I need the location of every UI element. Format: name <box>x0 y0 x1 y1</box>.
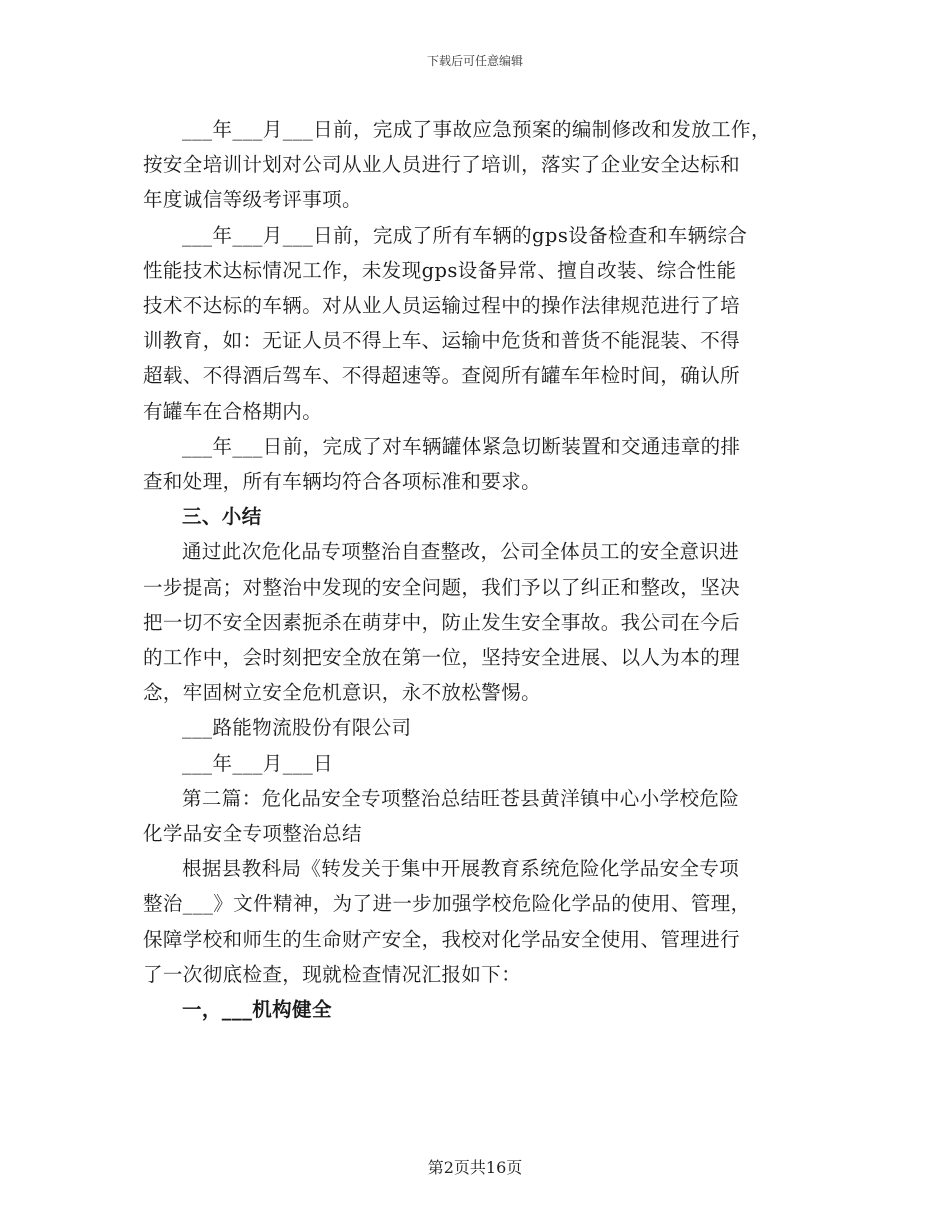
text-line: 的工作中，会时刻把安全放在第一位，坚持安全进展、以人为本的理 <box>143 646 741 670</box>
text-line: ___路能物流股份有限公司 <box>182 716 412 740</box>
text-line: ___年___月___日前，完成了事故应急预案的编制修改和发放工作， <box>182 118 771 141</box>
text-line: 了一次彻底检查，现就检查情况汇报如下： <box>143 962 522 986</box>
text-line: ___年___日前，完成了对车辆罐体紧急切断装置和交通违章的排 <box>182 434 741 458</box>
section-heading <box>143 499 811 534</box>
text-line: 有罐车在合格期内。 <box>143 399 323 423</box>
text-line: 通过此次危化品专项整治自查整改，公司全体员工的安全意识进 <box>182 540 740 564</box>
text-line: 训教育，如：无证人员不得上车、运输中危货和普货不能混装、不得 <box>143 329 741 353</box>
text-line: 一步提高；对整治中发现的安全问题，我们予以了纠正和整改，坚决 <box>143 575 741 599</box>
text-line: 超载、不得酒后驾车、不得超速等。查阅所有罐车年检时间，确认所 <box>143 364 741 388</box>
text-line: ___年___月___日 <box>182 751 334 775</box>
paragraph <box>143 851 811 992</box>
text-line: 把一切不安全因素扼杀在萌芽中，防止发生安全事故。我公司在今后 <box>143 610 741 634</box>
text-line: 第二篇：危化品安全专项整治总结旺苍县黄洋镇中心小学校危险 <box>182 786 740 810</box>
text-line: 一，___机构健全 <box>182 998 332 1022</box>
text-line: 化学品安全专项整治总结 <box>143 822 362 846</box>
text-line: 性能技术达标情况工作，未发现gps设备异常、擅自改装、综合性能 <box>143 258 737 282</box>
page-header: 下载后可任意编辑 <box>426 54 523 68</box>
section-heading <box>143 992 811 1027</box>
text-line: 技术不达标的车辆。对从业人员运输过程中的操作法律规范进行了培 <box>143 294 741 318</box>
paragraph <box>143 781 811 851</box>
text-line: 整治___》文件精神，为了进一步加强学校危险化学品的使用、管理， <box>143 892 751 916</box>
paragraph <box>143 710 811 745</box>
text-line: 三、小结 <box>182 505 262 529</box>
document-body <box>143 112 811 1027</box>
paragraph <box>143 429 811 499</box>
text-line: 根据县教科局《转发关于集中开展教育系统危险化学品安全专项 <box>182 857 740 881</box>
paragraph <box>143 218 811 429</box>
text-line: 查和处理，所有车辆均符合各项标准和要求。 <box>143 470 542 494</box>
text-line: 按安全培训计划对公司从业人员进行了培训，落实了企业安全达标和 <box>143 153 741 177</box>
text-line: 保障学校和师生的生命财产安全，我校对化学品安全使用、管理进行 <box>143 927 741 951</box>
text-line: 年度诚信等级考评事项。 <box>143 188 362 212</box>
text-line: 念，牢固树立安全危机意识，永不放松警惕。 <box>143 681 542 705</box>
paragraph <box>143 534 811 710</box>
page-number: 第2页共16页 <box>427 1158 523 1177</box>
text-line: ___年___月___日前，完成了所有车辆的gps设备检查和车辆综合 <box>182 223 748 247</box>
paragraph <box>143 112 811 218</box>
paragraph <box>143 746 811 781</box>
